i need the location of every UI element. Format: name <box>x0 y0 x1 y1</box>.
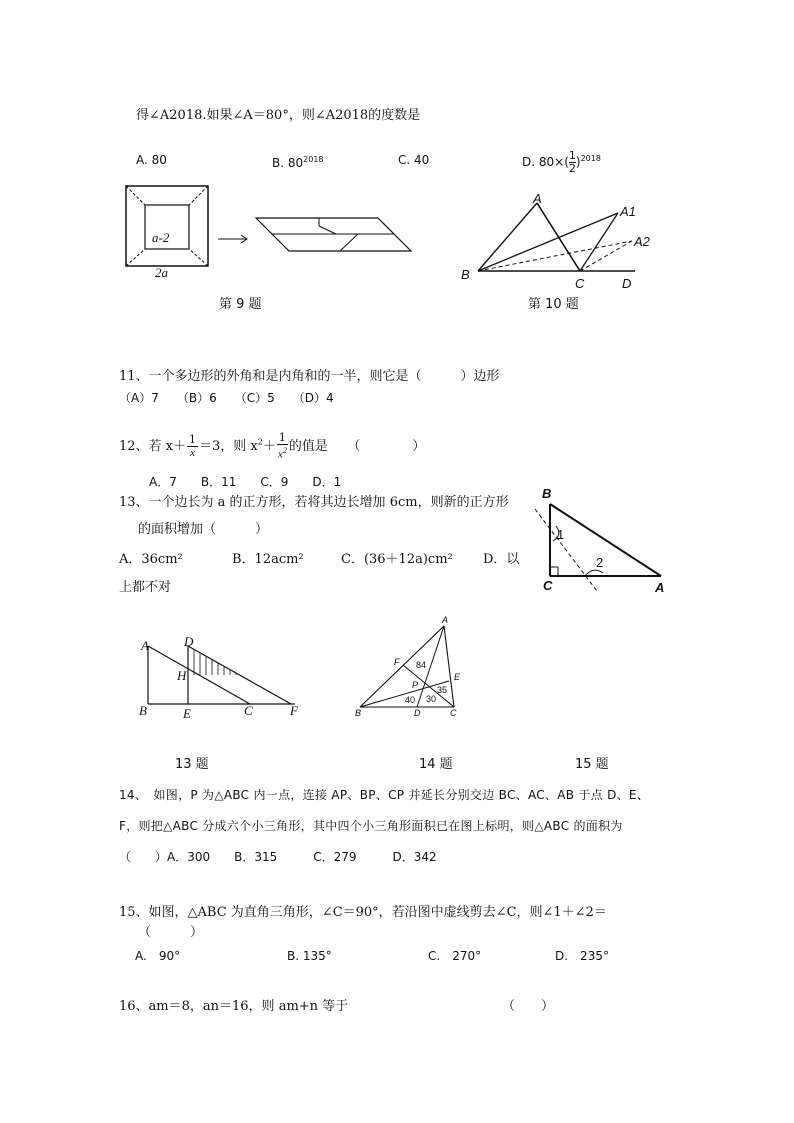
q15-option-a: A. 90° <box>135 949 181 963</box>
fig9-inner-label: a-2 <box>152 230 170 245</box>
q16-stem: 16、am＝8，an＝16，则 am+n 等于 <box>119 999 349 1014</box>
q14-line3: （ ）A．300 B．315 C．279 D．342 <box>119 850 437 864</box>
fig14-label-c: C <box>450 708 457 718</box>
q14-line2: F，则把△ABC 分成六个小三角形，其中四个小三角形面积已在图上标明，则△ABC 的面积为 <box>119 819 623 833</box>
fig14-area-35: 35 <box>437 685 448 695</box>
q10-option-d: D. 80×( $\frac{1}{2}$ )$^{2018}$ <box>522 149 601 175</box>
fig13-label-h: H <box>177 668 187 683</box>
fig15-label-b: B <box>542 486 552 501</box>
q10-option-a: A. 80 <box>136 153 167 167</box>
fig15-label-a: A <box>655 580 665 595</box>
fig10-caption: 第 10 题 <box>528 297 579 312</box>
fig9-width-label: 2a <box>155 265 168 280</box>
fig10-label-a: A <box>533 191 542 206</box>
fig14-label-f: F <box>394 657 400 667</box>
fig15-label-c: C <box>543 578 553 593</box>
fig10-label-a1: A1 <box>620 204 636 219</box>
fig14-label-a: A <box>442 615 449 625</box>
q16-answer-paren: （ ） <box>502 999 555 1014</box>
q15-option-c: C. 270° <box>428 949 482 963</box>
fig15-label-2: 2 <box>596 555 604 570</box>
q15-line1: 15、如图，△ABC 为直角三角形，∠C＝90°，若沿图中虚线剪去∠C，则∠1＋∠2＝ <box>119 905 607 920</box>
fig9-caption: 第 9 题 <box>219 297 262 312</box>
q13-option-a: A．36cm² <box>119 552 183 567</box>
fig14-area-30: 30 <box>426 694 437 704</box>
fig14-area-40: 40 <box>405 695 416 705</box>
fig14-area-84: 84 <box>416 660 427 670</box>
q15-option-d: D. 235° <box>555 949 609 963</box>
fig14-label-e: E <box>454 672 461 682</box>
q13-option-c: C．(36＋12a)cm² <box>341 552 453 567</box>
fig13-label-d: D <box>184 634 194 649</box>
fig14-label-p: P <box>412 680 419 690</box>
figure-13 <box>140 635 310 715</box>
q13-option-b: B．12acm² <box>232 552 304 567</box>
q10-option-b: B. $80^{2018}$ <box>272 155 324 170</box>
q15-line2: （ ） <box>138 925 204 940</box>
q13-option-d: D．以 <box>483 552 520 567</box>
q13-line1: 13、一个边长为 a 的正方形，若将其边长增加 6cm，则新的正方形 <box>119 495 509 510</box>
fig10-label-a2: A2 <box>634 234 650 249</box>
q12-stem: 12、若 x＋ $\frac{1}{x}$ ＝3，则 $x^2+$ $\frac{1}{x^2}$ 的值是 （ ） <box>119 431 426 461</box>
fig14-caption: 14 题 <box>419 757 453 772</box>
fig15-caption: 15 题 <box>575 757 609 772</box>
fig15-label-1: 1 <box>557 527 565 542</box>
fig10-label-b: B <box>461 267 470 282</box>
fig13-caption: 13 题 <box>175 757 209 772</box>
fig14-label-d: D <box>414 708 421 718</box>
fig14-label-b: B <box>355 708 362 718</box>
fig13-label-b: B <box>139 703 147 718</box>
q11-options: （A）7 （B）6 （C）5 （D）4 <box>119 391 334 405</box>
fig10-label-d: D <box>622 276 632 291</box>
q10-stem: 得∠A2018.如果∠A＝80°，则∠A2018的度数是 <box>136 108 421 123</box>
fig10-label-c: C <box>575 276 585 291</box>
q12-options: A．7 B．11 C．9 D．1 <box>149 475 342 489</box>
q14-line1: 14、 如图，P 为△ABC 内一点，连接 AP、BP、CP 并延长分别交边 BC、AC、AB 于点 D、E、 <box>119 788 650 802</box>
q10-option-c: C. 40 <box>398 153 430 167</box>
fig13-label-c: C <box>244 703 253 718</box>
q13-line2: 的面积增加（ ） <box>138 522 269 537</box>
q13-line4: 上都不对 <box>119 580 172 595</box>
q11-stem: 11、一个多边形的外角和是内角和的一半，则它是（ ）边形 <box>119 369 500 384</box>
fig13-label-f: F <box>290 703 298 718</box>
fig13-label-e: E <box>183 706 191 721</box>
q15-option-b: B. 135° <box>287 949 332 963</box>
fig13-label-a: A <box>141 638 149 653</box>
